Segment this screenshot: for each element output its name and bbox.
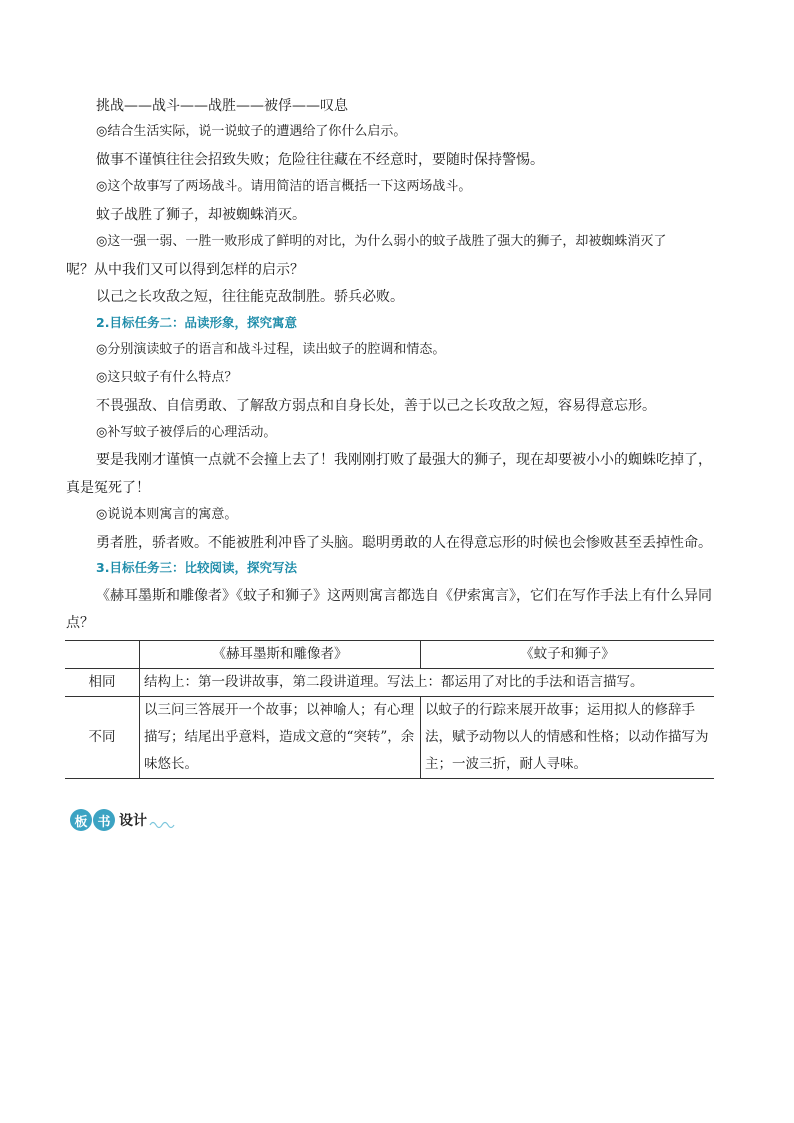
question-8-line-1: 《赫耳墨斯和雕像者》《蚊子和狮子》这两则寓言都选自《伊索寓言》，它们在写作手法上有什么异同 [96,588,712,604]
question-3-line-2: 呢？从中我们又可以得到怎样的启示？ [66,262,304,278]
plot-sequence: 挑战——战斗——战胜——被俘——叹息 [96,98,348,114]
row-label-diff: 不同 [65,697,140,779]
section-heading-task-3: 3.目标任务三：比较阅读，探究写法 [96,560,297,575]
section-heading-task-2: 2.目标任务二：品读形象，探究寓意 [96,315,297,330]
board-design-heading [70,806,175,834]
table-row-diff [65,697,714,779]
answer-2: 蚊子战胜了狮子，却被蜘蛛消灭。 [96,207,306,223]
table-header-col1: 《赫耳墨斯和雕像者》 [140,641,421,669]
answer-3: 以己之长攻敌之短，往往能克敌制胜。骄兵必败。 [96,289,404,305]
question-2: ◎这个故事写了两场战斗。请用简洁的语言概括一下这两场战斗。 [96,179,472,194]
swirl-decoration-icon [149,819,175,829]
question-1: ◎结合生活实际，说一说蚊子的遭遇给了你什么启示。 [96,124,407,139]
table-header-row [65,641,714,669]
table-corner-cell [65,641,140,669]
answer-7: 勇者胜，骄者败。不能被胜利冲昏了头脑。聪明勇敢的人在得意忘形的时候也会惨败甚至丢掉性命。 [96,535,712,551]
answer-1: 做事不谨慎往往会招致失败；危险往往藏在不经意时，要随时保持警惕。 [96,152,544,168]
question-4: ◎分别演读蚊子的语言和战斗过程，读出蚊子的腔调和情态。 [96,342,446,357]
question-8-line-2: 点？ [66,615,94,631]
board-badge-1: 板 [70,809,92,831]
answer-6-line-1: 要是我刚才谨慎一点就不会撞上去了！我刚刚打败了最强大的狮子，现在却要被小小的蜘蛛吃掉了， [96,452,712,468]
comparison-table [65,640,714,779]
answer-5: 不畏强敌、自信勇敢、了解敌方弱点和自身长处，善于以己之长攻敌之短，容易得意忘形。 [96,398,656,414]
board-heading-text: 设计 [119,813,147,829]
board-badge-2: 书 [93,809,115,831]
question-5: ◎这只蚊子有什么特点？ [96,370,238,385]
row-label-same: 相同 [65,669,140,697]
question-6: ◎补写蚊子被俘后的心理活动。 [96,425,277,440]
diff-cell-col1: 以三问三答展开一个故事；以神喻人；有心理描写；结尾出乎意料，造成文意的“突转”，余味悠长。 [140,697,421,779]
same-cell: 结构上：第一段讲故事，第二段讲道理。写法上：都运用了对比的手法和语言描写。 [140,669,715,697]
table-header-col2: 《蚊子和狮子》 [421,641,715,669]
question-7: ◎说说本则寓言的寓意。 [96,507,238,522]
diff-cell-col2: 以蚊子的行踪来展开故事；运用拟人的修辞手法，赋予动物以人的情感和性格；以动作描写为主；一波三折，耐人寻味。 [421,697,715,779]
table-row-same [65,669,714,697]
answer-6-line-2: 真是冤死了！ [66,480,150,496]
question-3-line-1: ◎这一强一弱、一胜一败形成了鲜明的对比，为什么弱小的蚊子战胜了强大的狮子，却被蜘蛛消灭了 [96,234,667,249]
